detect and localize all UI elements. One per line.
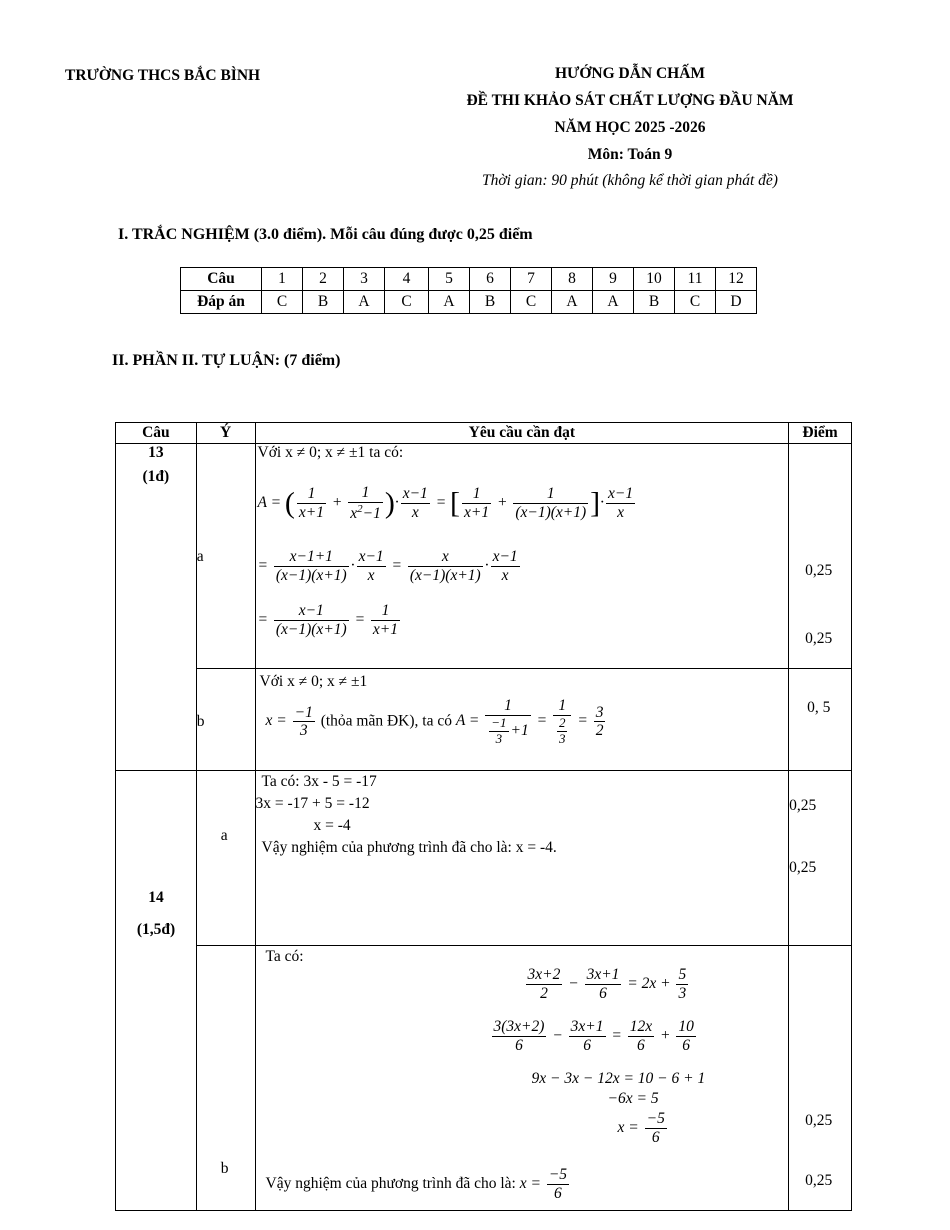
equation-line: 9x − 3x − 12x = 10 − 6 + 1	[531, 1070, 706, 1087]
question-number: 4	[385, 268, 429, 291]
equation-line: x = $\frac{-5}{6}$	[617, 1110, 665, 1146]
score: 0,25	[789, 797, 817, 814]
question-number: 3	[344, 268, 385, 291]
answer-cell: A	[552, 291, 593, 314]
q13b-content	[255, 669, 789, 771]
answer-cell: C	[385, 291, 429, 314]
part-13a-cell	[196, 444, 255, 669]
answer-cell: B	[470, 291, 511, 314]
part-label: b	[196, 713, 205, 730]
answer-cell: B	[303, 291, 344, 314]
answer-cell: A	[593, 291, 634, 314]
score: 0,25	[805, 562, 833, 579]
equation-line: −6x = 5	[607, 1090, 659, 1107]
answer-cell: C	[675, 291, 716, 314]
q13a-score-cell	[789, 444, 852, 669]
part-13b-cell	[196, 669, 255, 771]
question-13-cell	[116, 444, 197, 771]
part1-heading: I. TRẮC NGHIỆM (3.0 điểm). Mỗi câu đúng được 0,25 điểm	[118, 226, 533, 243]
question-number: 2	[303, 268, 344, 291]
part2-heading: II. PHẦN II. TỰ LUẬN: (7 điểm)	[112, 352, 341, 369]
condition-text: Với x ≠ 0; x ≠ ±1 ta có:	[257, 444, 404, 461]
question-number: 6	[470, 268, 511, 291]
question-number: 11	[675, 268, 716, 291]
part-label: a	[220, 827, 228, 844]
answer-cell: D	[716, 291, 757, 314]
exam-title: ĐỀ THI KHẢO SÁT CHẤT LƯỢNG ĐẦU NĂM	[466, 92, 794, 109]
question-number: 8	[552, 268, 593, 291]
question-14-number: 14	[148, 889, 164, 906]
equation-line: $\frac{3x+2}{2}$ − $\frac{3x+1}{6}$ = 2x + $\frac{5}{3}$	[527, 966, 687, 1002]
equation-line: A = ( $\frac{1}{x+1}$ + $\frac{1}{x^2-1}$ )· $\frac{x-1}{x}$ = [ $\frac{1}{x+1}$ + $\frac{1}{(x-1)(x+1)}$ ]· $\frac{x-1}{x}$	[257, 484, 634, 522]
q14b-content	[255, 946, 789, 1211]
q13a-content	[255, 444, 789, 669]
equation-line: $\frac{3(3x+2)}{6}$ − $\frac{3x+1}{6}$ = $\frac{12x}{6}$ + $\frac{10}{6}$	[493, 1018, 694, 1054]
equation-line: = $\frac{x-1+1}{(x-1)(x+1)}$ · $\frac{x-1}{x}$ = $\frac{x}{(x-1)(x+1)}$ · $\frac{x-1}{x}$	[257, 548, 518, 584]
question-number: 5	[429, 268, 470, 291]
text-line: x = -4	[313, 817, 351, 834]
question-number: 7	[511, 268, 552, 291]
question-14-cell	[116, 771, 197, 1211]
row-label-answer: Đáp án	[181, 291, 262, 314]
text-line: 3x = -17 + 5 = -12	[255, 795, 370, 812]
intro-text: Ta có:	[265, 948, 304, 965]
question-number: 1	[262, 268, 303, 291]
exam-time: Thời gian: 90 phút (không kể thời gian phát đề)	[482, 172, 778, 189]
question-number: 9	[593, 268, 634, 291]
condition-note: (thỏa mãn ĐK), ta có	[320, 712, 452, 730]
part-label: a	[196, 548, 204, 565]
q14b-score-cell	[789, 946, 852, 1211]
score: 0,25	[805, 1172, 833, 1189]
subject: Môn: Toán 9	[587, 146, 673, 163]
question-number: 10	[634, 268, 675, 291]
answer-key-table	[180, 267, 757, 314]
score: 0,25	[805, 1112, 833, 1129]
condition-text: Với x ≠ 0; x ≠ ±1	[259, 673, 368, 690]
question-14-points: (1,5đ)	[136, 921, 176, 938]
row-label-question: Câu	[181, 268, 262, 291]
q14a-content	[255, 771, 789, 946]
col-header-score: Điểm	[789, 423, 852, 444]
question-13-number: 13	[148, 444, 164, 461]
school-year: NĂM HỌC 2025 -2026	[554, 119, 706, 136]
scoring-table	[115, 422, 852, 1211]
score: 0,25	[805, 630, 833, 647]
q13b-score-cell	[789, 669, 852, 771]
answer-cell: A	[344, 291, 385, 314]
part-14a-cell	[196, 771, 255, 946]
conclusion-line: Vậy nghiệm của phương trình đã cho là: x = $\frac{-5}{6}$	[265, 1166, 568, 1202]
conclusion-text: Vậy nghiệm của phương trình đã cho là:	[265, 1174, 516, 1192]
answer-cell: C	[511, 291, 552, 314]
col-header-requirement: Yêu cầu cần đạt	[255, 423, 789, 444]
equation-line: = $\frac{x-1}{(x-1)(x+1)}$ = $\frac{1}{x+1}$	[257, 602, 398, 638]
part-label: b	[220, 1160, 229, 1177]
score: 0,25	[789, 859, 817, 876]
col-header-question: Câu	[116, 423, 197, 444]
q14a-score-cell	[789, 771, 852, 946]
answer-cell: A	[429, 291, 470, 314]
answer-cell: C	[262, 291, 303, 314]
question-number: 12	[716, 268, 757, 291]
doc-title: HƯỚNG DẪN CHẤM	[554, 65, 706, 82]
school-name: TRƯỜNG THCS BẮC BÌNH	[65, 67, 261, 84]
text-line: Ta có: 3x - 5 = -17	[261, 773, 377, 790]
score: 0, 5	[807, 699, 831, 716]
col-header-part: Ý	[196, 423, 255, 444]
question-13-points: (1đ)	[142, 468, 170, 485]
text-line: Vậy nghiệm của phương trình đã cho là: x = -4.	[261, 839, 557, 856]
part-14b-cell	[196, 946, 255, 1211]
answer-cell: B	[634, 291, 675, 314]
equation-line: x = $\frac{-1}{3}$ (thỏa mãn ĐK), ta có A = 1 $\frac{-1}{3}$ +1 = $\frac{1}{\frac{2}{3}}$ = $\frac{3}{2}$	[265, 697, 604, 746]
